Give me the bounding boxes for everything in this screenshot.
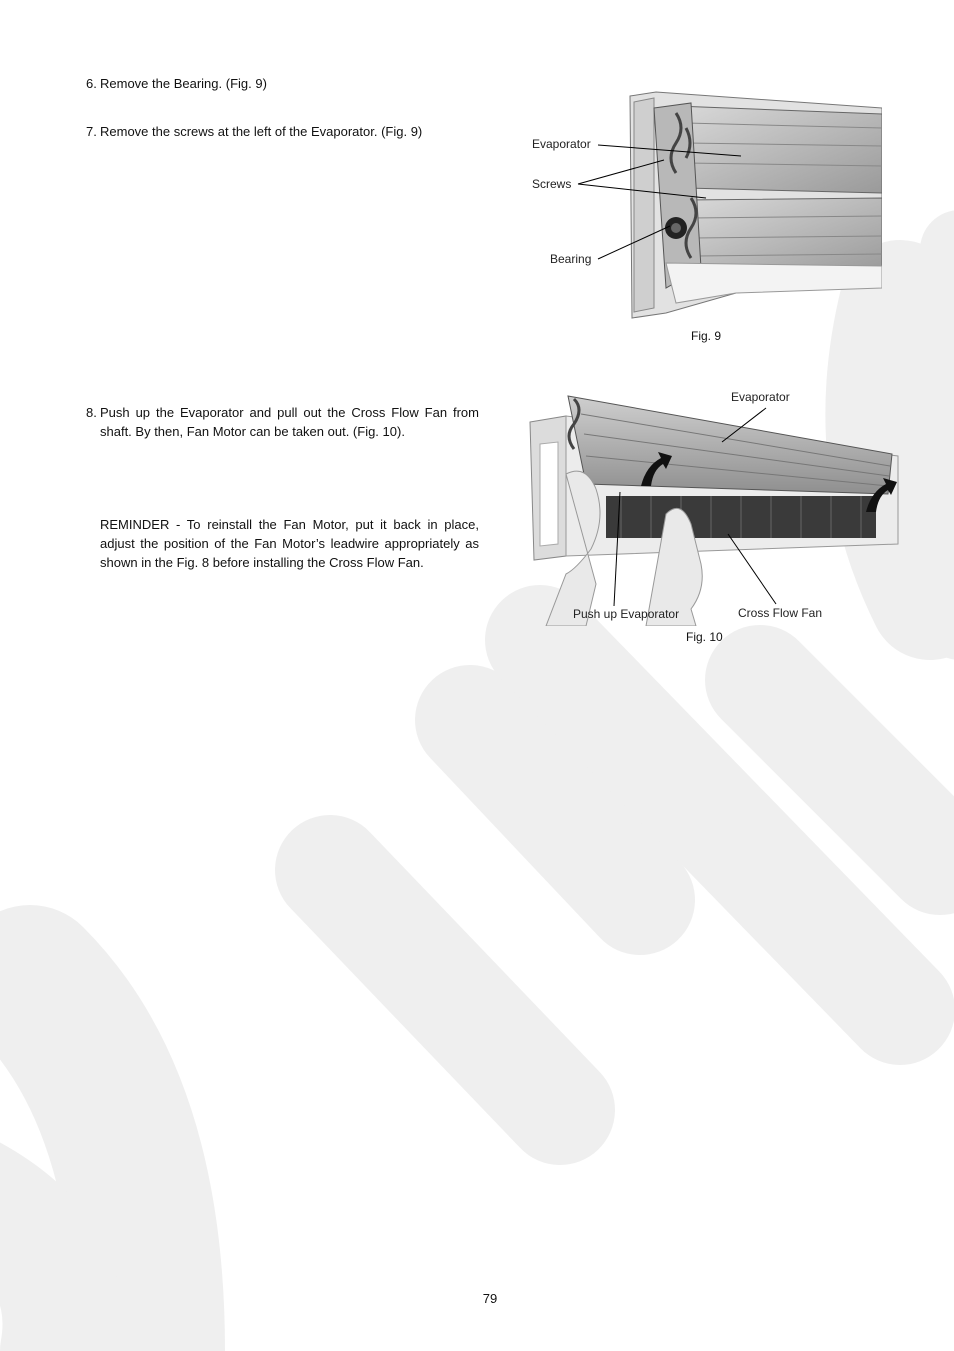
label-evaporator: Evaporator bbox=[532, 137, 591, 151]
label-bearing: Bearing bbox=[550, 252, 592, 266]
figure-9-caption: Fig. 9 bbox=[691, 329, 722, 343]
label-push-up-evaporator: Push up Evaporator bbox=[573, 607, 680, 621]
reminder-note: REMINDER - To reinstall the Fan Motor, put it back in place, adjust the position of the Fan Motor’s leadwire appropriately as shown in the Fig. 8 before installing the Cross Flow Fan. bbox=[100, 517, 479, 570]
step-number: 8. bbox=[86, 405, 97, 420]
step-text: Remove the screws at the left of the Evaporator. (Fig. 9) bbox=[100, 124, 423, 139]
figure-10-caption: Fig. 10 bbox=[686, 630, 723, 644]
figure-10-push-up-evaporator bbox=[526, 384, 902, 626]
step-text: Push up the Evaporator and pull out the Cross Flow Fan from shaft. By then, Fan Motor can be taken out. (Fig. 10). bbox=[100, 405, 479, 439]
step-number: 6. bbox=[86, 76, 97, 91]
page-number: 79 bbox=[482, 1291, 498, 1306]
step-text: Remove the Bearing. (Fig. 9) bbox=[100, 76, 267, 91]
label-cross-flow-fan: Cross Flow Fan bbox=[738, 606, 823, 620]
figure-9-evaporator-screws-bearing bbox=[526, 88, 882, 322]
step-number: 7. bbox=[86, 124, 97, 139]
label-evaporator: Evaporator bbox=[731, 390, 790, 404]
label-screws: Screws bbox=[532, 177, 572, 191]
